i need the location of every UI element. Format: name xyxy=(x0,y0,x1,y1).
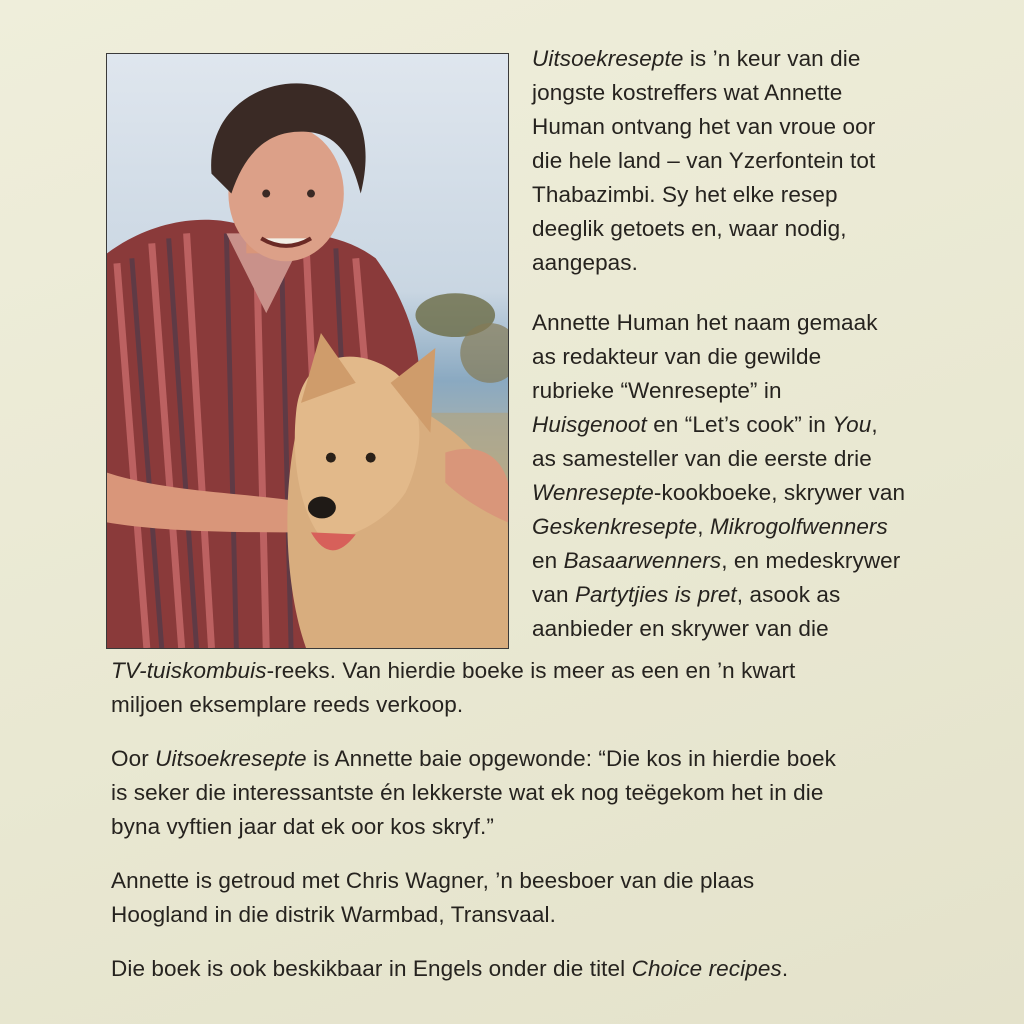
text-line xyxy=(532,578,905,612)
text-run: Human ontvang het van vroue oor xyxy=(532,114,876,139)
text-line xyxy=(532,612,905,646)
text-line xyxy=(111,898,754,932)
italic-title: You xyxy=(832,412,872,437)
text-run: die hele land – van Yzerfontein tot xyxy=(532,148,876,173)
text-run: . xyxy=(781,956,789,981)
text-run: byna vyftien jaar dat ek oor kos skryf.” xyxy=(111,814,494,839)
italic-title: Wenresepte xyxy=(532,480,654,505)
text-run: deeglik getoets en, waar nodig, xyxy=(532,216,847,241)
text-run: Thabazimbi. Sy het elke resep xyxy=(532,182,838,207)
text-line xyxy=(111,810,836,844)
text-line xyxy=(532,374,905,408)
text-line xyxy=(532,442,905,476)
quote-paragraph xyxy=(111,742,836,844)
italic-title: Huisgenoot xyxy=(532,412,647,437)
text-run: miljoen eksemplare reeds verkoop. xyxy=(111,692,464,717)
text-run: is ’n keur van die xyxy=(683,46,861,71)
text-run: van xyxy=(532,582,575,607)
text-run: is Annette baie opgewonde: “Die kos in hierdie boek xyxy=(306,746,836,771)
text-line xyxy=(532,306,905,340)
text-line xyxy=(532,476,905,510)
text-run: as samesteller van die eerste drie xyxy=(532,446,872,471)
text-line xyxy=(532,110,875,144)
italic-title: Uitsoekresepte xyxy=(155,746,307,771)
text-run: aangepas. xyxy=(532,250,638,275)
text-run: , xyxy=(871,412,878,437)
text-run: en “Let’s cook” in xyxy=(646,412,833,437)
text-run: Hoogland in die distrik Warmbad, Transvaal. xyxy=(111,902,556,927)
text-run: Oor xyxy=(111,746,156,771)
text-run: -kookboeke, skrywer van xyxy=(653,480,906,505)
text-run: jongste kostreffers wat Annette xyxy=(532,80,843,105)
italic-title: Geskenkresepte xyxy=(532,514,698,539)
text-line xyxy=(111,952,788,986)
text-line xyxy=(532,212,875,246)
text-line xyxy=(532,76,875,110)
career-paragraph xyxy=(532,306,905,646)
text-line xyxy=(111,742,836,776)
italic-title: Partytjies is pret xyxy=(574,582,737,607)
author-photo xyxy=(106,53,509,649)
text-run: rubrieke “Wenresepte” in xyxy=(532,378,782,403)
italic-title: Choice recipes xyxy=(631,956,782,981)
career-paragraph-continuation xyxy=(111,654,795,722)
text-run: Die boek is ook beskikbaar in Engels onder die titel xyxy=(111,956,632,981)
italic-title: Basaarwenners xyxy=(563,548,722,573)
text-run: en xyxy=(532,548,564,573)
text-line xyxy=(532,178,875,212)
intro-paragraph xyxy=(532,42,875,280)
text-run: as redakteur van die gewilde xyxy=(532,344,822,369)
availability-paragraph xyxy=(111,952,788,986)
personal-paragraph xyxy=(111,864,754,932)
text-line xyxy=(532,246,875,280)
italic-title: Uitsoekresepte xyxy=(532,46,684,71)
italic-title: TV-tuiskombuis xyxy=(111,658,267,683)
text-line xyxy=(111,864,754,898)
italic-title: Mikrogolfwenners xyxy=(709,514,888,539)
text-line xyxy=(111,654,795,688)
text-line xyxy=(532,42,875,76)
author-with-dog-illustration xyxy=(107,54,508,648)
text-run: , xyxy=(697,514,710,539)
text-run: , en medeskrywer xyxy=(721,548,901,573)
text-line xyxy=(532,408,905,442)
text-line xyxy=(532,544,905,578)
text-line xyxy=(111,688,795,722)
text-run: -reeks. Van hierdie boeke is meer as een en ’n kwart xyxy=(266,658,796,683)
text-line xyxy=(111,776,836,810)
text-line xyxy=(532,510,905,544)
text-run: , asook as xyxy=(736,582,841,607)
text-run: aanbieder en skrywer van die xyxy=(532,616,829,641)
text-line xyxy=(532,340,905,374)
text-line xyxy=(532,144,875,178)
text-run: Annette Human het naam gemaak xyxy=(532,310,878,335)
text-run: Annette is getroud met Chris Wagner, ’n beesboer van die plaas xyxy=(111,868,755,893)
text-run: is seker die interessantste én lekkerste wat ek nog teëgekom het in die xyxy=(111,780,824,805)
